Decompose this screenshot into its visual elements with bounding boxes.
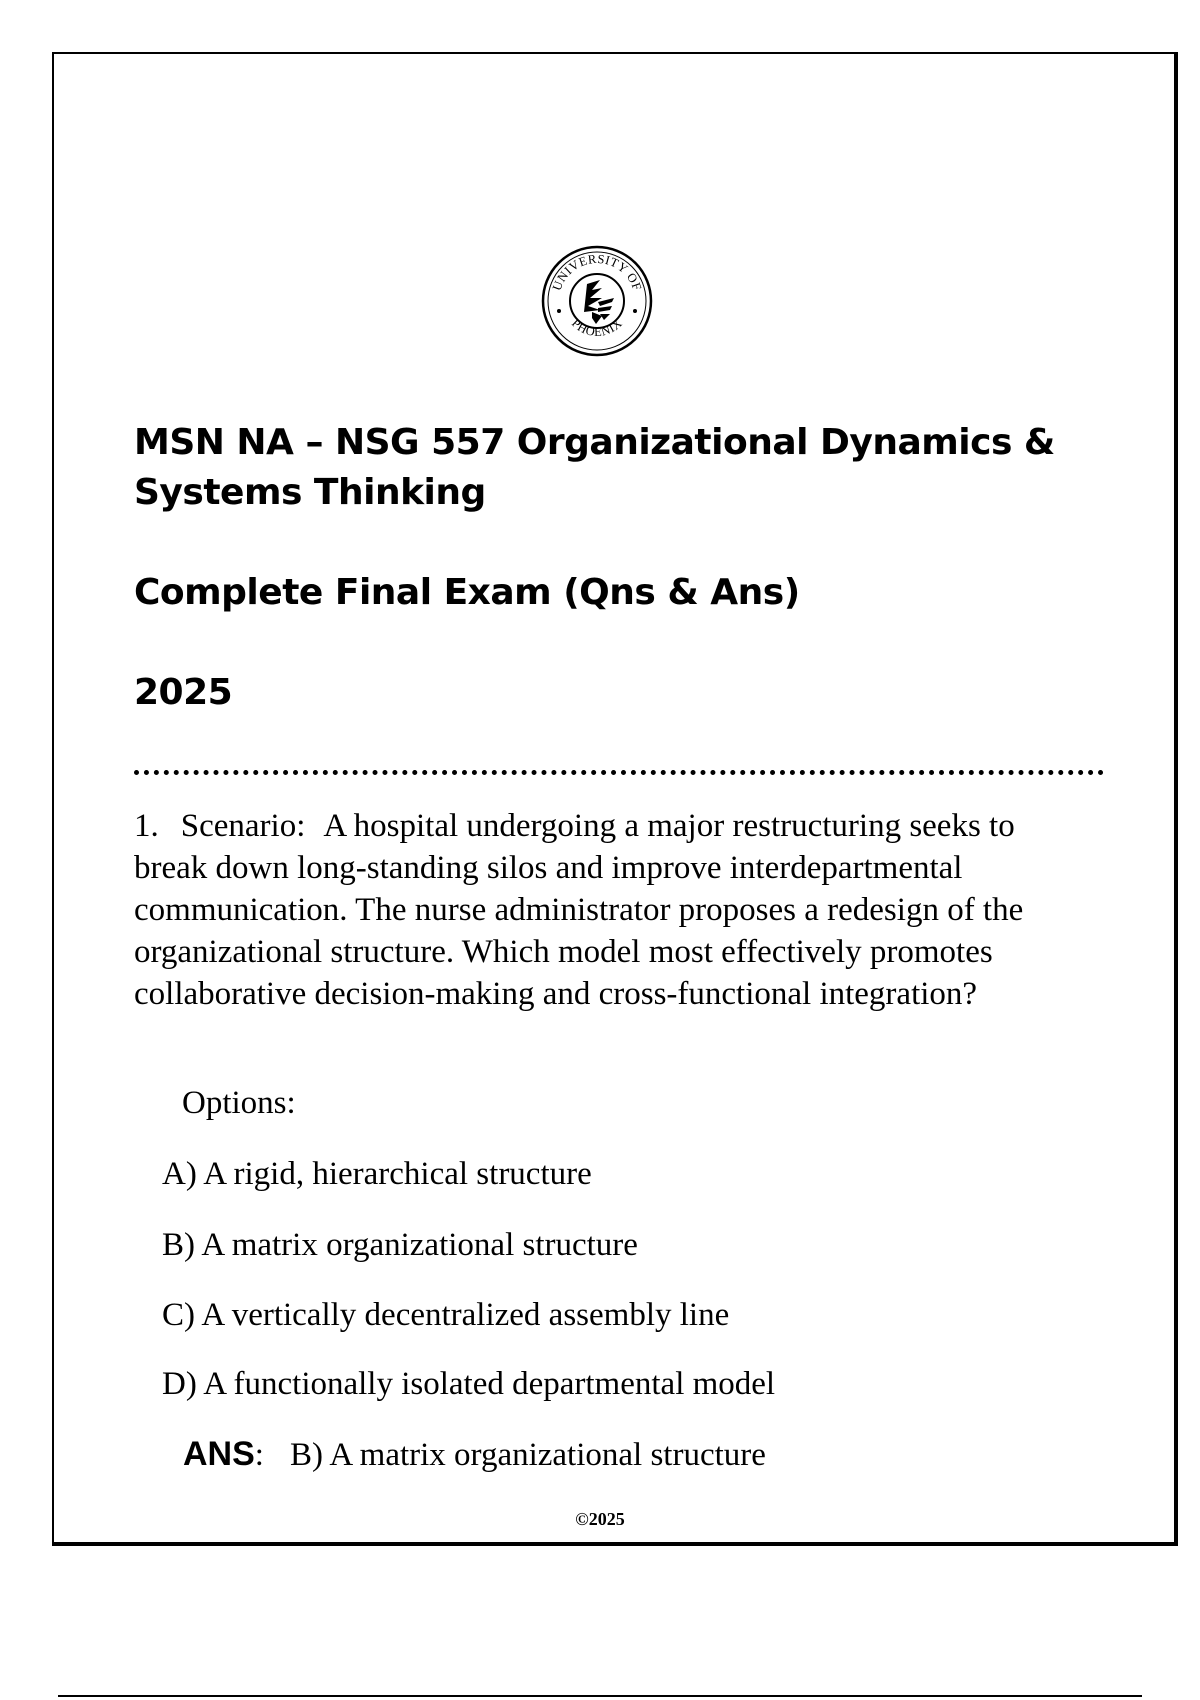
exam-subtitle: Complete Final Exam (Qns & Ans) bbox=[134, 572, 800, 613]
option-a: A) A rigid, hierarchical structure bbox=[162, 1156, 592, 1192]
question-text: A hospital undergoing a major restructuring seeks to break down long-standing silos and improve interdepartmental communication. The nurse administrator proposes a redesign of the organizational structure. Which model most effectively promotes collaborative decision-making and cross-functional integration? bbox=[134, 808, 1024, 1012]
seal-arc-top: UNIVERSITY OF bbox=[549, 251, 645, 293]
options-heading: Options: bbox=[182, 1085, 296, 1121]
question-1 bbox=[134, 805, 1094, 1015]
option-d: D) A functionally isolated departmental model bbox=[162, 1366, 776, 1402]
answer-line bbox=[183, 1434, 766, 1475]
question-label: Scenario: bbox=[180, 808, 306, 844]
option-c: C) A vertically decentralized assembly line bbox=[162, 1297, 730, 1333]
question-number: 1. bbox=[134, 808, 159, 844]
exam-year: 2025 bbox=[134, 672, 233, 713]
dotted-divider bbox=[134, 770, 1104, 775]
bottom-rule bbox=[58, 1695, 1142, 1697]
copyright-footer: ©2025 bbox=[575, 1509, 625, 1529]
seal-arc-bottom: PHOENIX bbox=[568, 315, 626, 339]
option-b: B) A matrix organizational structure bbox=[162, 1227, 638, 1263]
exam-title: MSN NA – NSG 557 Organizational Dynamics & Systems Thinking bbox=[134, 422, 1055, 513]
answer-colon: : bbox=[254, 1437, 264, 1473]
answer-text: B) A matrix organizational structure bbox=[289, 1437, 766, 1473]
university-seal-icon bbox=[540, 244, 654, 358]
answer-label: ANS bbox=[183, 1435, 255, 1473]
